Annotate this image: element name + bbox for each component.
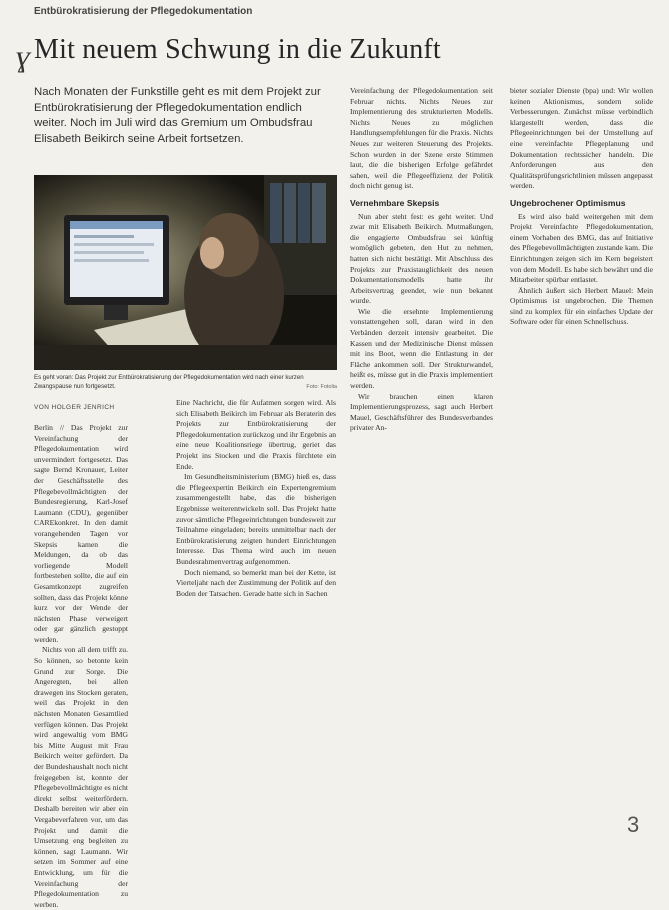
article-photo: [34, 175, 337, 370]
article-lead: Nach Monaten der Funkstille geht es mit dem Projekt zur Entbürokratisierung der Pflegedokumentation endlich weiter. Noch im Juli wird das Gremium um Ombudsfrau Elisabeth Beikirch seine Arbeit fortsetzen.: [34, 86, 321, 146]
article-headline: Mit neuem Schwung in die Zukunft: [34, 34, 441, 65]
paragraph: Wie die ersehnte Implementierung vonstattengehen soll, daran wird in den Verbänden derzeit intensiv gearbeitet. Die Kassen und der Medizinische Dienst müssen mit ins Boot, wenn die Entlastung in der Fläche ankommen soll. Der Strukturwandel, heißt es, müsse gut in die Praxis implementiert werden.: [350, 306, 493, 391]
paragraph: Berlin // Das Projekt zur Vereinfachung der Pflegedokumentation wird unvermindert fortgesetzt. Das sagte Bernd Kronauer, Leiter der Geschäftsstelle des Pflegebevollmächtigten der Bundesregierung, Karl-Josef Laumann (CDU), gegenüber CAREkonkret. In den damit vorangehenden Tagen vor Skepsis kamen die Meldungen, da ob das vorliegende Modell fortbestehen sollte, die auf ein Gesamtkonzept zugreifen sollten, dass das Projekt könne kurz vor der Wende der nächsten Phase verweigert oder gar gänzlich gestoppt werden.: [34, 423, 128, 644]
paragraph: Wir brauchen einen klaren Implementierungsprozess, sagt auch Herbert Mauel, Geschäftsführer des Bundesverbandes privater An-: [350, 391, 493, 433]
subheading-skepsis: Vernehmbare Skepsis: [350, 197, 440, 208]
page-number: 3: [627, 812, 640, 837]
paragraph: bieter sozialer Dienste (bpa) und: Wir wollen keinen Aktionismus, sondern solide Verbesserungen. Zunächst müsse verbindlich klargestellt werden, dass die Pflegeeinrichtungen bei der Umstellung auf eine vereinfachte Pflegeplanung und Dokumentation rechtssicher handeln. Die Anforderungen aus den Qualitätsprüfungsrichtlinien müssen angepasst werden.: [510, 86, 653, 191]
article-author: VON HOLGER JENRICH: [34, 404, 115, 411]
paragraph: Nun aber steht fest: es geht weiter. Und zwar mit Elisabeth Beikirch. Mutmaßungen, die engagierte Ombudsfrau sei künftig womöglich gebeten, den Hut zu nehmen, hatten sich nicht bestätigt. Mit Abschluss des Projekts zur Praxistauglichkeit des neuen Dokumentationsmodells hatte ihr Arbeitsvertrag geendet, wie nun bekannt wurde.: [350, 211, 493, 306]
subheading-optimismus: Ungebrochener Optimismus: [510, 197, 626, 208]
paragraph: Ähnlich äußert sich Herbert Mauel: Mein Optimismus ist ungebrochen. Die Themen sind zu komplex für ein einfaches Update der Software oder für einen Schnellschuss.: [510, 285, 653, 327]
paragraph: Doch niemand, so bemerkt man bei der Kette, ist Vierteljahr nach der Zustimmung der Politik auf den Boden der Tatsachen. Gerade hatte sich in Sachen: [176, 567, 336, 598]
paragraph: Im Gesundheitsministerium (BMG) hieß es, dass die Pflegeexpertin Beikirch ein Expertengremium zusammengestellt habe, das die bisherigen Ergebnisse weiterentwickeln soll. Das Projekt hatte zuvor sämtliche Pflegeeinrichtungen bundesweit zur Teilnahme eingeladen; bereits unmittelbar nach der Entbürokratisierung zeigten hundert Einrichtungen Interesse. Das Thema wird auch im neuen Bundesrahmenvertrag aufgenommen.: [176, 472, 336, 566]
photo-caption-text: Es geht voran: Das Projekt zur Entbürokratisierung der Pflegedokumentation wird nach einer kurzen Zwangspause nun fortgesetzt.: [34, 374, 304, 390]
article-column-4: [510, 86, 653, 846]
article-column-1: [34, 423, 128, 909]
paragraph: Eine Nachricht, die für Aufatmen sorgen wird. Als sich Elisabeth Beikirch im Februar als Beraterin des Projekts zur Entbürokratisierung der Pflegedokumentation zurückzog und ihr Ergebnis an eine neue Koalitionsriege übertrug, geriet das Projekt ins Stocken und die Praxis fürchtete ein Ende.: [176, 398, 336, 471]
photo-caption: [34, 374, 337, 391]
article-column-2: [176, 398, 336, 842]
paragraph: Vereinfachung der Pflegedokumentation seit Februar nichts. Nichts Neues zur Implementierung des strukturierten Modells. Nichts Neues zu möglichen Handlungsempfehlungen für die Praxis. Nichts Neues zur weiteren Steuerung des Projekts. Schon wurden in der Szene erste Stimmen laut, die die bisherigen Erfolge gefährdet sahen, weil die Pflegeeffizienz der Politik doch nicht genug ist.: [350, 86, 493, 191]
photo-illustration: [34, 175, 337, 370]
paragraph: Nichts von all dem trifft zu. So können, so betonte kein Grund zur Sorge. Die Angeregten, bei allen drawegen ins Stocken geraten, weil das Projekt in den nächsten Monaten Gesamtlied verfügen können. Das Projekt wird angewaltig vom BMG bis Mitte August mit Frau Beikirch weiter gefördert. Da der Bundeshaushalt noch nicht freigegeben ist, konnte der Pflegebevollmächtigte es nicht direkt selbst weiterfördern. Deshalb bereiten wir aber ein Vergabeverfahren vor, um das Projekt und damit die Umsetzung eng begleiten zu können, sagt Laumann. Wir setzen im Sommer auf eine Entwicklung, um für die Vereinfachung der Pflegedokumentation zu werben.: [34, 645, 128, 909]
photo-credit: Foto: Fotolia: [306, 383, 337, 390]
decorative-swirl-icon: ɣ: [16, 40, 31, 73]
paragraph: Es wird also bald weitergehen mit dem Projekt Vereinfachte Pflegedokumentation, einem Vorhaben des BMG, das auf Initiative des Pflegebevollmächtigten zustande kam. Die Einrichtungen zeigen sich im Kern begeistert von dem Modell. Es habe sich bewährt und die Mitarbeiter spürbar entlastet.: [510, 211, 653, 285]
article-column-3: [350, 86, 493, 846]
article-kicker: Entbürokratisierung der Pflegedokumentation: [34, 6, 253, 17]
